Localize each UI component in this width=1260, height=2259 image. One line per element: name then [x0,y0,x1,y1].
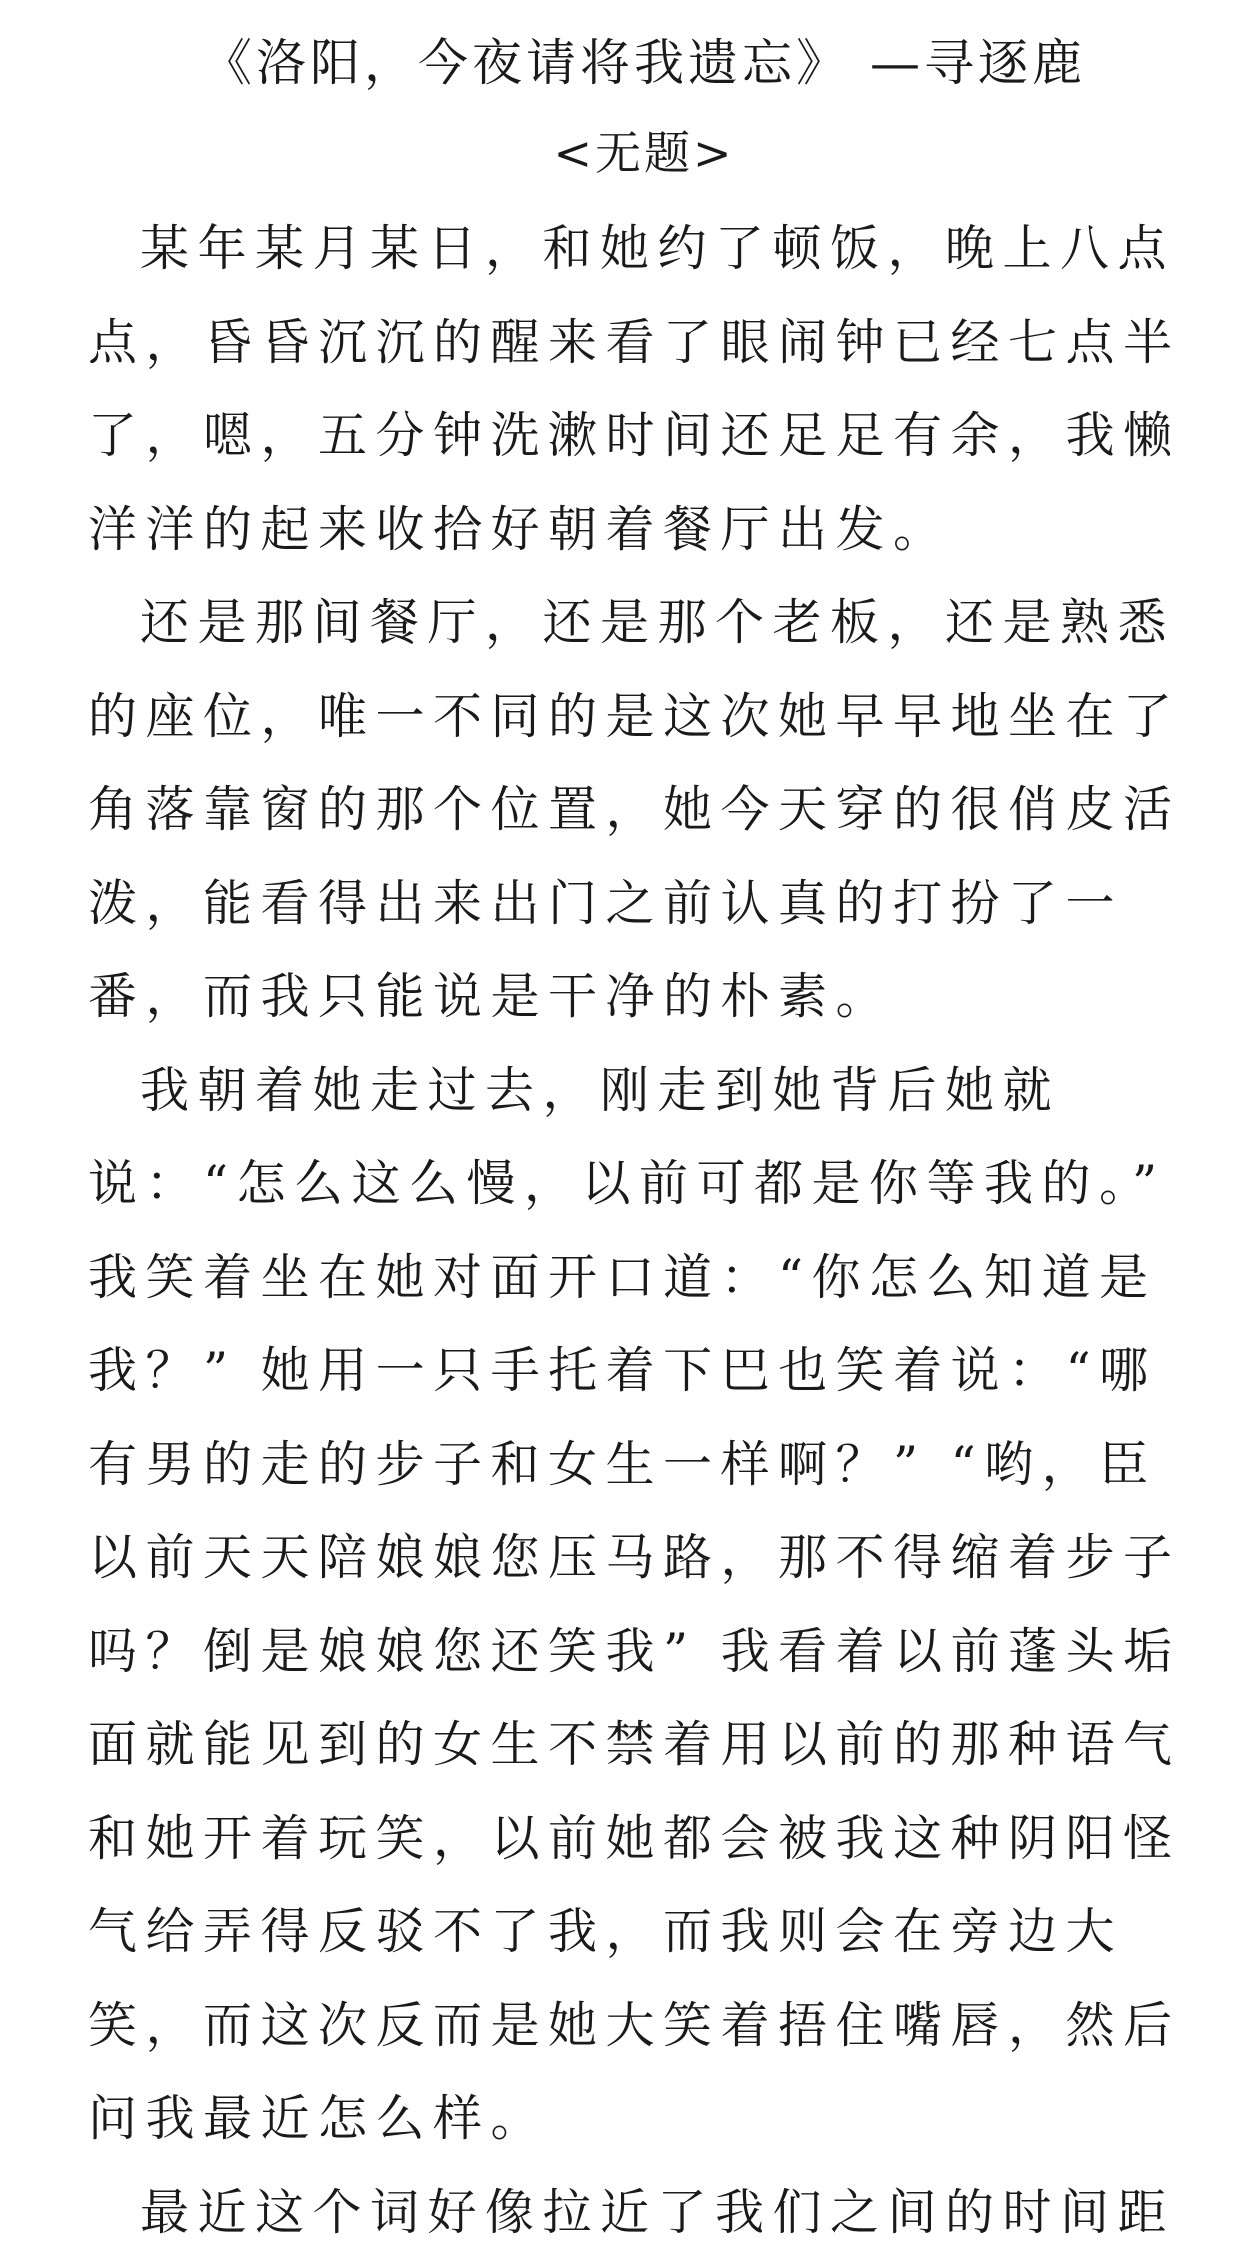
paragraph-3: 我朝着她走过去，刚走到她背后她就说：“怎么这么慢，以前可都是你等我的。” 我笑着坐在她对面开口道：“你怎么知道是我？” 她用一只手托着下巴也笑着说：“哪有男的走的步子和女生一样啊？” “哟，臣以前天天陪娘娘您压马路，那不得缩着步子吗？倒是娘娘您还笑我” 我看着以前蓬头垢面就能见到的女生不禁着用以前的那种语气和她开着玩笑，以前她都会被我这种阴阳怪气给弄得反驳不了我，而我则会在旁边大笑，而这次反而是她大笑着捂住嘴唇，然后问我最近怎么样。 [88,1044,1198,2166]
paragraph-1: 某年某月某日，和她约了顿饭，晚上八点点，昏昏沉沉的醒来看了眼闹钟已经七点半了，嗯，五分钟洗漱时间还足足有余，我懒洋洋的起来收拾好朝着餐厅出发。 [88,202,1198,576]
document-title: 《洛阳，今夜请将我遗忘》 —寻逐鹿 [88,18,1200,108]
document-subtitle: <无题> [88,108,1200,198]
paragraph-4: 最近这个词好像拉近了我们之间的时间距 [88,2166,1198,2259]
paragraph-2: 还是那间餐厅，还是那个老板，还是熟悉的座位，唯一不同的是这次她早早地坐在了角落靠窗的那个位置，她今天穿的很俏皮活泼，能看得出来出门之前认真的打扮了一番，而我只能说是干净的朴素。 [88,576,1198,1044]
